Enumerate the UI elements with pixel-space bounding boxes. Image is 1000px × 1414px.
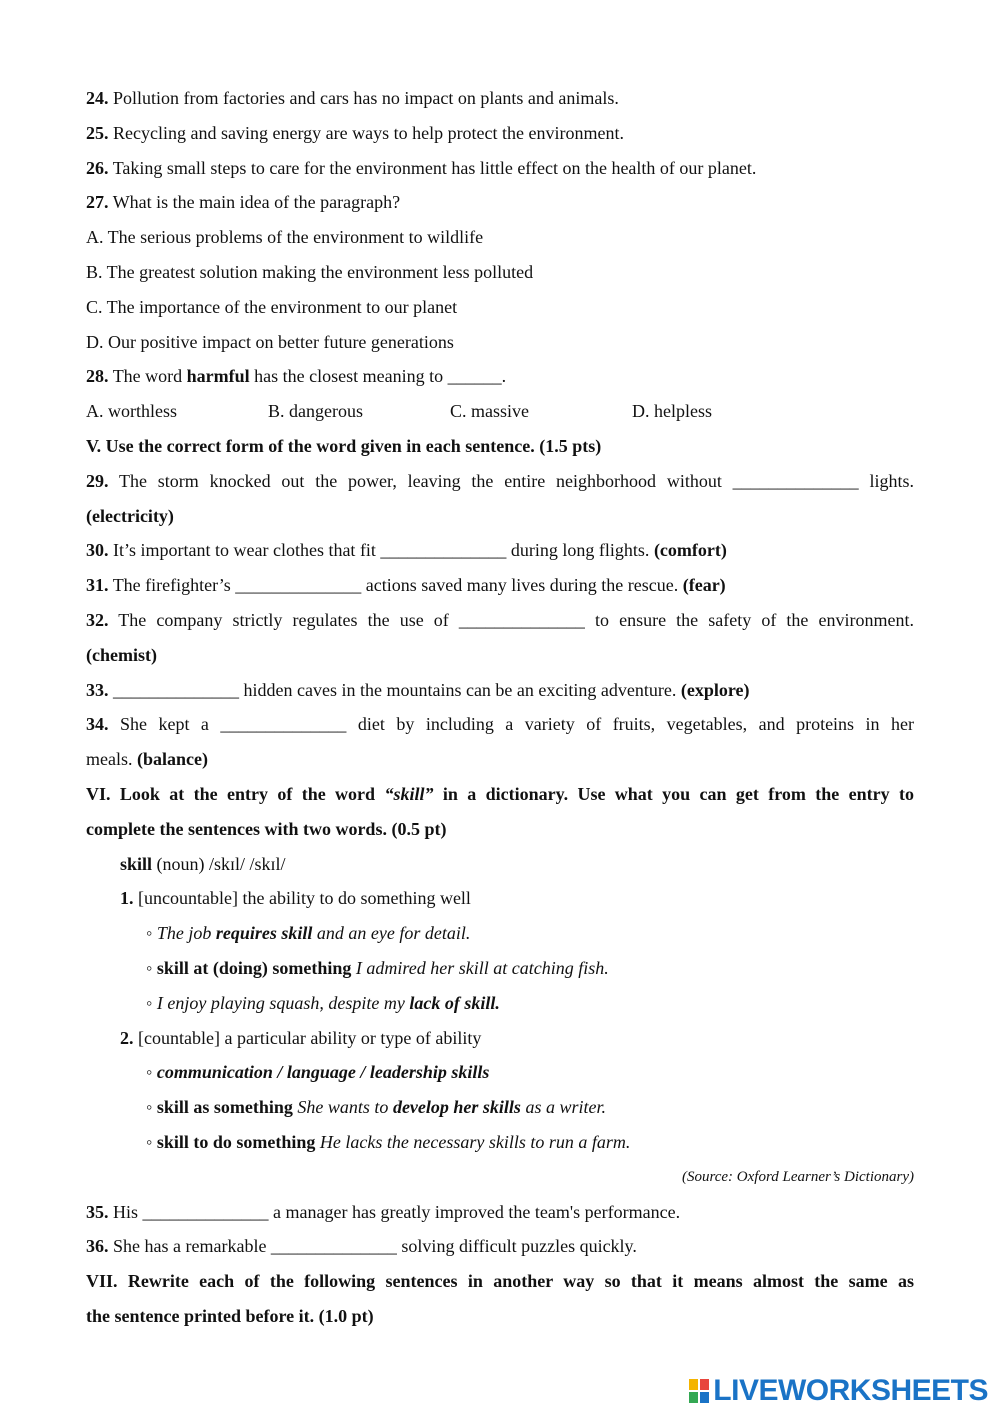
q27-option-c[interactable]: C. The importance of the environment to our planet [86,296,458,317]
question-29-hint: (electricity) [86,505,174,526]
dictionary-sense-2: 2. [countable] a particular ability or type of ability [120,1027,482,1048]
dictionary-example: ◦ communication / language / leadership skills [146,1062,490,1083]
worksheet-page [86,84,914,1337]
liveworksheets-logo [689,1374,988,1408]
q27-option-b[interactable]: B. The greatest solution making the environment less polluted [86,261,534,282]
question-28: 28. The word harmful has the closest meaning to ______. [86,366,507,387]
section-7-heading-cont: the sentence printed before it. (1.0 pt) [86,1305,374,1326]
dictionary-example: ◦ I enjoy playing squash, despite my lack of skill. [146,992,500,1013]
question-25: 25. Recycling and saving energy are ways to help protect the environment. [86,122,625,143]
question-30[interactable]: 30. It’s important to wear clothes that fit ______________ during long flights. (comfort) [86,540,727,561]
question-27: 27. What is the main idea of the paragraph? [86,192,401,213]
q27-option-d[interactable]: D. Our positive impact on better future generations [86,331,454,352]
question-29[interactable]: 29. The storm knocked out the power, leaving the entire neighborhood without ______________ lights. [86,470,914,491]
dictionary-headword: skill (noun) /skɪl/ /skɪl/ [120,853,286,874]
logo-mark-icon [689,1379,709,1403]
q28-option-b[interactable]: B. dangerous [268,401,363,422]
question-24: 24. Pollution from factories and cars has no impact on plants and animals. [86,88,619,108]
dictionary-example: ◦ The job requires skill and an eye for detail. [146,923,471,944]
section-7-heading: VII. Rewrite each of the following sentences in another way so that it means almost the same as [86,1271,914,1292]
question-32[interactable]: 32. The company strictly regulates the use of ______________ to ensure the safety of the environment. [86,609,914,630]
question-32-hint: (chemist) [86,644,157,665]
question-26: 26. Taking small steps to care for the environment has little effect on the health of our planet. [86,157,757,178]
q27-option-a[interactable]: A. The serious problems of the environment to wildlife [86,227,484,248]
question-33[interactable]: 33. ______________ hidden caves in the mountains can be an exciting adventure. (explore) [86,679,750,700]
dictionary-example: ◦ skill at (doing) something I admired her skill at catching fish. [146,957,609,978]
question-36[interactable]: 36. She has a remarkable ______________ solving difficult puzzles quickly. [86,1236,637,1257]
question-34-cont: meals. (balance) [86,749,208,770]
dictionary-sense-1: 1. [uncountable] the ability to do something well [120,888,471,909]
q28-option-d[interactable]: D. helpless [632,401,712,422]
q28-option-a[interactable]: A. worthless [86,401,177,422]
logo-text: LIVEWORKSHEETS [713,1374,988,1407]
dictionary-example: ◦ skill as something She wants to develop her skills as a writer. [146,1097,606,1118]
dictionary-source: (Source: Oxford Learner’s Dictionary) [681,1168,914,1185]
q28-options [86,397,914,432]
section-6-heading: VI. Look at the entry of the word “skill” in a dictionary. Use what you can get from the entry to [86,783,914,804]
section-6-heading-cont: complete the sentences with two words. (0.5 pt) [86,818,447,839]
question-31[interactable]: 31. The firefighter’s ______________ actions saved many lives during the rescue. (fear) [86,575,726,596]
dictionary-example: ◦ skill to do something He lacks the necessary skills to run a farm. [146,1131,631,1152]
question-34[interactable]: 34. She kept a ______________ diet by including a variety of fruits, vegetables, and proteins in her [86,714,915,735]
question-35[interactable]: 35. His ______________ a manager has greatly improved the team's performance. [86,1201,681,1222]
section-5-heading: V. Use the correct form of the word given in each sentence. (1.5 pts) [86,435,602,456]
q28-option-c[interactable]: C. massive [450,401,529,422]
